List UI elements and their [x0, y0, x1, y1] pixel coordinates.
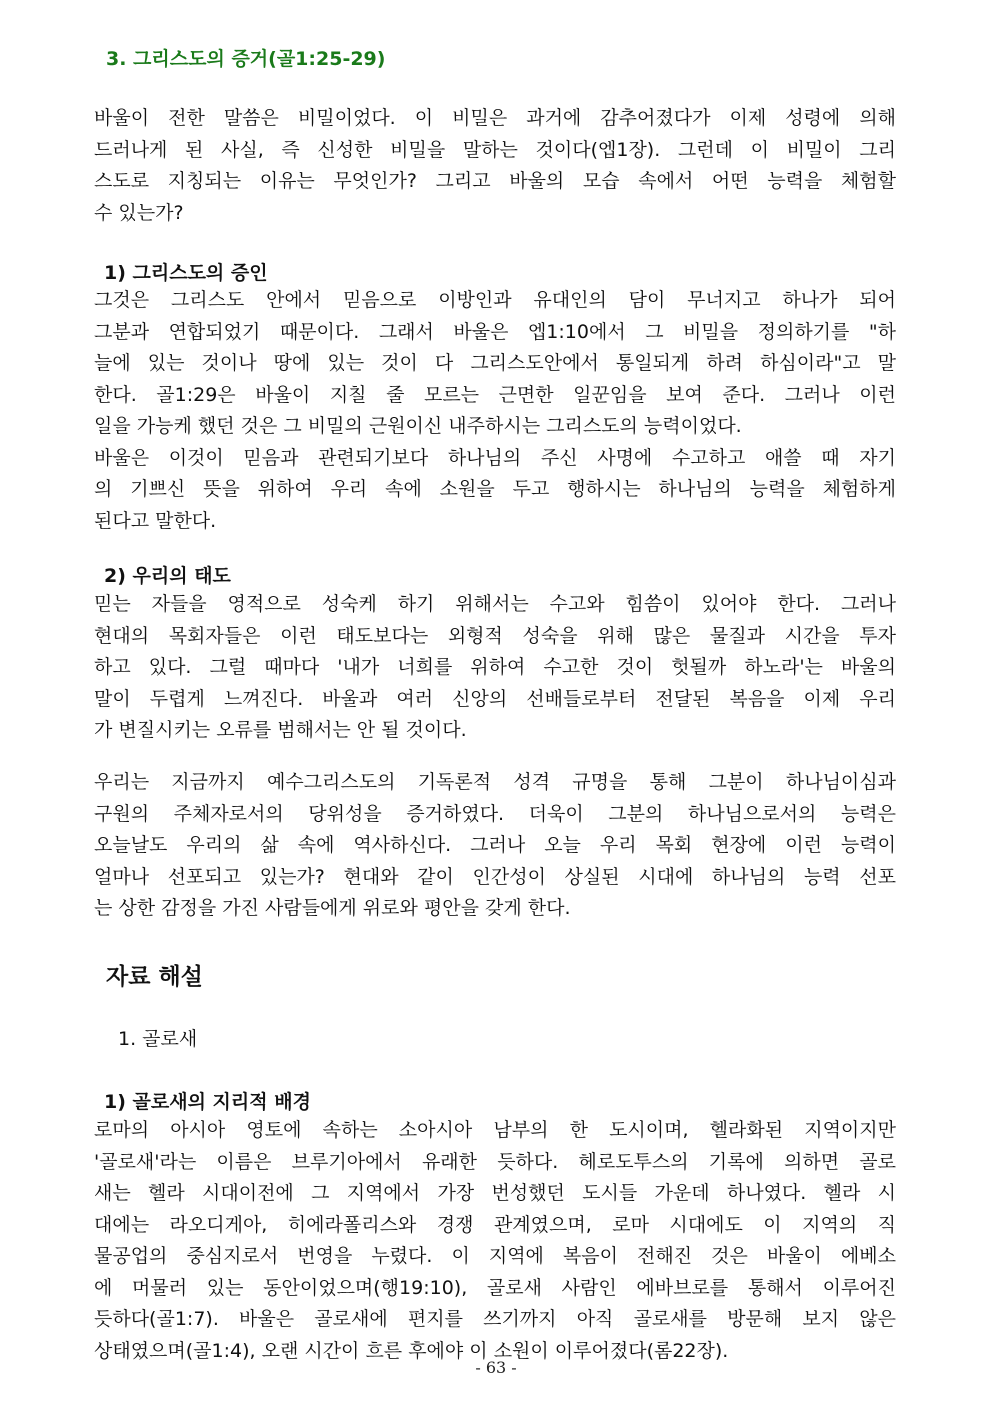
resource-heading: 자료 해설 [106, 964, 203, 990]
text-line: 오늘날도 우리의 삶 속에 역사하신다. 그러나 오늘 우리 목회 현장에 이런 능력이 [94, 834, 896, 856]
text-line: 대에는 라오디게아, 히에라폴리스와 경쟁 관계였으며, 로마 시대에도 이 지역의 직 [94, 1213, 896, 1236]
text-line: 의 기쁘신 뜻을 위하여 우리 속에 소원을 두고 행하시는 하나님의 능력을 체험하게 [94, 478, 896, 500]
text-line: 수 있는가? [94, 201, 184, 224]
text-line: 에 머물러 있는 동안이었으며(행19:10), 골로새 사람인 에바브로를 통해서 이루어진 [94, 1276, 896, 1299]
text-line: 구원의 주체자로서의 당위성을 증거하였다. 더욱이 그분의 하나님으로서의 능력은 [94, 802, 896, 825]
text-line: 우리는 지금까지 예수그리스도의 기독론적 성격 규명을 통해 그분이 하나님이심과 [94, 771, 896, 793]
conclusion-paragraph [94, 767, 896, 925]
text-line: 얼마나 선포되고 있는가? 현대와 같이 인간성이 상실된 시대에 하나님의 능력 선포 [94, 865, 896, 888]
text-line: 물공업의 중심지로서 번영을 누렸다. 이 지역에 복음이 전해진 것은 바울이 에베소 [94, 1245, 896, 1267]
text-line: 스도로 지칭되는 이유는 무엇인가? 그리고 바울의 모습 속에서 어떤 능력을 체험할 [94, 170, 896, 192]
subsection-title: 1) 그리스도의 증인 [104, 262, 268, 284]
subsection-title: 2) 우리의 태도 [104, 565, 231, 587]
text-line: 바울은 이것이 믿음과 관련되기보다 하나님의 주신 사명에 수고하고 애쓸 때 자기 [94, 446, 896, 469]
text-line: 일을 가능케 했던 것은 그 비밀의 근원이신 내주하시는 그리스도의 능력이었다. [94, 415, 742, 437]
text-line: 말이 두렵게 느껴진다. 바울과 여러 신앙의 선배들로부터 전달된 복음을 이제 우리 [94, 687, 896, 710]
text-line: 는 상한 감정을 가진 사람들에게 위로와 평안을 갖게 한다. [94, 897, 571, 919]
text-line: 가 변질시키는 오류를 범해서는 안 될 것이다. [94, 719, 467, 741]
text-line: 새는 헬라 시대이전에 그 지역에서 가장 번성했던 도시들 가운데 하나였다. 헬라 시 [94, 1182, 896, 1204]
geo-subtitle: 1) 골로새의 지리적 배경 [104, 1091, 311, 1113]
text-line: 현대의 목회자들은 이런 태도보다는 외형적 성숙을 위해 많은 물질과 시간을 투자 [94, 624, 896, 647]
text-line: 듯하다(골1:7). 바울은 골로새에 편지를 쓰기까지 아직 골로새를 방문해 보지 않은 [94, 1308, 896, 1330]
text-line: '골로새'라는 이름은 브루기아에서 유래한 듯하다. 헤로도투스의 기록에 의하면 골로 [94, 1150, 896, 1173]
text-line: 한다. 골1:29은 바울이 지칠 줄 모르는 근면한 일꾼임을 보여 준다. 그러나 이런 [94, 383, 896, 406]
text-line: 믿는 자들을 영적으로 성숙케 하기 위해서는 수고와 힘씀이 있어야 한다. 그러나 [94, 593, 896, 615]
subsection1-paragraph [94, 285, 896, 537]
geo-paragraph [94, 1115, 896, 1367]
text-line: 로마의 아시아 영토에 속하는 소아시아 남부의 한 도시이며, 헬라화된 지역이지만 [94, 1119, 896, 1141]
subsection2-paragraph [94, 589, 896, 747]
page-number: - 63 - [475, 1358, 517, 1377]
intro-paragraph [94, 103, 896, 229]
text-line: 그것은 그리스도 안에서 믿음으로 이방인과 유대인의 담이 무너지고 하나가 되어 [94, 289, 896, 311]
text-line: 그분과 연합되었기 때문이다. 그래서 바울은 엡1:10에서 그 비밀을 정의하기를 "하 [94, 320, 896, 343]
text-line: 바울이 전한 말씀은 비밀이었다. 이 비밀은 과거에 감추어졌다가 이제 성령에 의해 [94, 107, 896, 129]
text-line: 상태였으며(골1:4), 오랜 시간이 흐른 후에야 이 소원이 이루어졌다(롬22장). [94, 1339, 729, 1362]
text-line: 하고 있다. 그럴 때마다 '내가 너희를 위하여 수고한 것이 헛될까 하노라'는 바울의 [94, 656, 896, 678]
text-line: 된다고 말한다. [94, 509, 217, 532]
text-line: 드러나게 된 사실, 즉 신성한 비밀을 말하는 것이다(엡1장). 그런데 이 비밀이 그리 [94, 138, 896, 161]
text-line: 늘에 있는 것이나 땅에 있는 것이 다 그리스도안에서 통일되게 하려 하심이라"고 말 [94, 352, 896, 374]
section-title: 3. 그리스도의 증거(골1:25-29) [106, 48, 386, 70]
resource-item-title: 1. 골로새 [118, 1028, 198, 1050]
